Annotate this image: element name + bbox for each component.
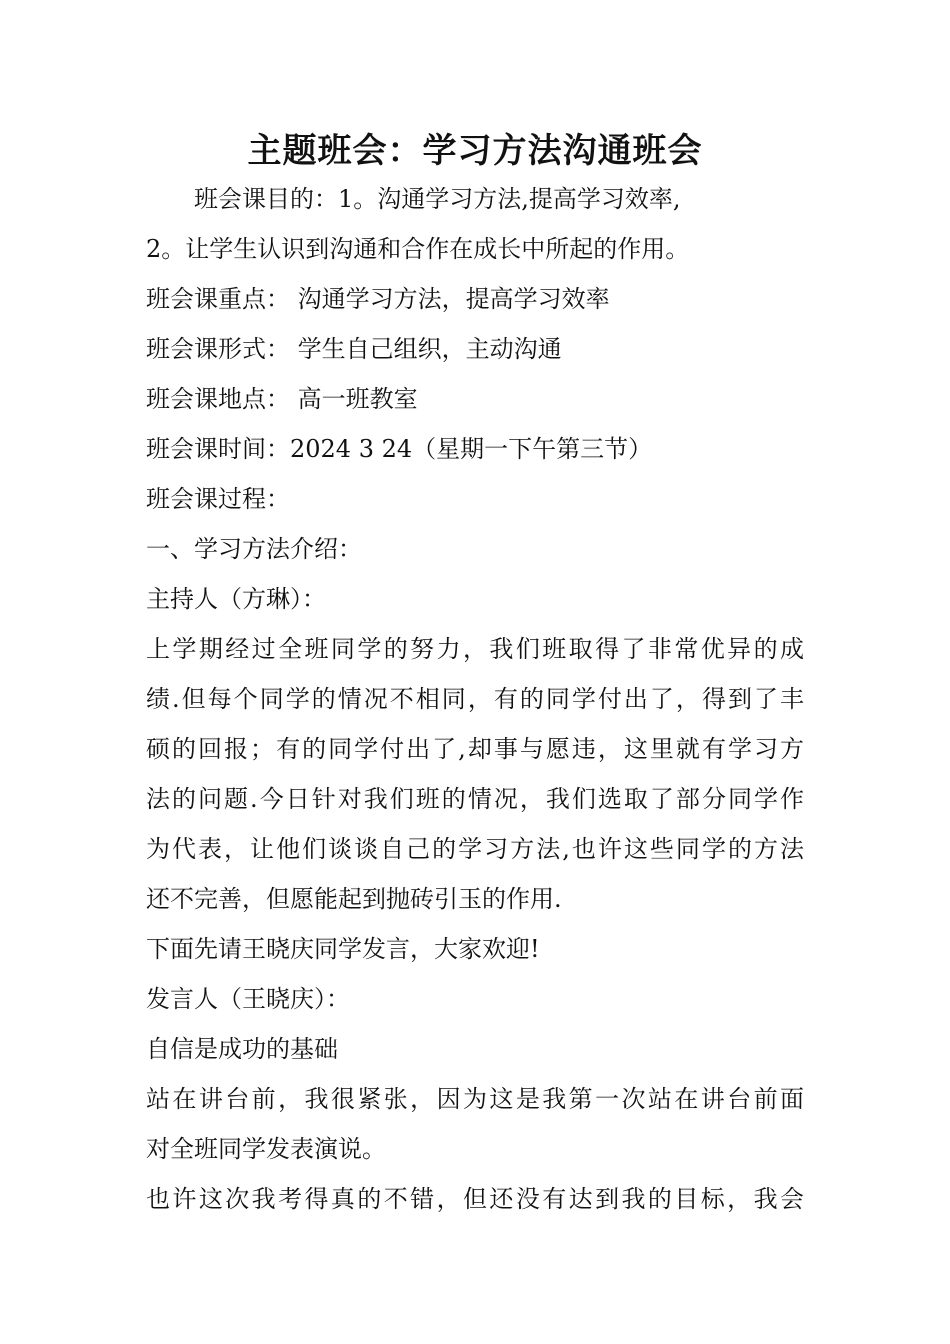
paragraph-line: 硕的回报；有的同学付出了,却事与愿违，这里就有学习方 (146, 735, 804, 763)
paragraph-line: 为代表，让他们谈谈自己的学习方法,也许这些同学的方法 (146, 835, 804, 863)
paragraph-line: 法的问题.今日针对我们班的情况，我们选取了部分同学作 (146, 785, 804, 813)
process-heading: 班会课过程： (146, 485, 290, 513)
speech-title: 自信是成功的基础 (146, 1035, 338, 1063)
paragraph-line: 绩.但每个同学的情况不相同，有的同学付出了，得到了丰 (146, 685, 804, 713)
paragraph-line: 上学期经过全班同学的努力，我们班取得了非常优异的成 (146, 635, 804, 663)
invitation-line: 下面先请王晓庆同学发言，大家欢迎! (146, 935, 540, 963)
section-heading-1: 一、学习方法介绍： (146, 535, 362, 563)
speech-line: 也许这次我考得真的不错，但还没有达到我的目标，我会 (146, 1185, 804, 1213)
format-line: 班会课形式： 学生自己组织，主动沟通 (146, 335, 562, 363)
paragraph-line: 还不完善，但愿能起到抛砖引玉的作用. (146, 885, 562, 913)
location-line: 班会课地点： 高一班教室 (146, 385, 418, 413)
speech-line: 站在讲台前，我很紧张，因为这是我第一次站在讲台前面 (146, 1085, 804, 1113)
focus-line: 班会课重点： 沟通学习方法，提高学习效率 (146, 285, 610, 313)
speaker-label: 发言人（王晓庆）： (146, 985, 350, 1013)
host-label: 主持人（方琳）： (146, 585, 326, 613)
document-title: 主题班会：学习方法沟通班会 (247, 131, 703, 171)
time-line: 班会课时间：2024 3 24（星期一下午第三节） (146, 435, 653, 463)
purpose-line-2: 2。让学生认识到沟通和合作在成长中所起的作用。 (146, 235, 690, 263)
purpose-line-1: 班会课目的：1。沟通学习方法,提高学习效率, (194, 185, 681, 213)
speech-line: 对全班同学发表演说。 (146, 1135, 386, 1163)
